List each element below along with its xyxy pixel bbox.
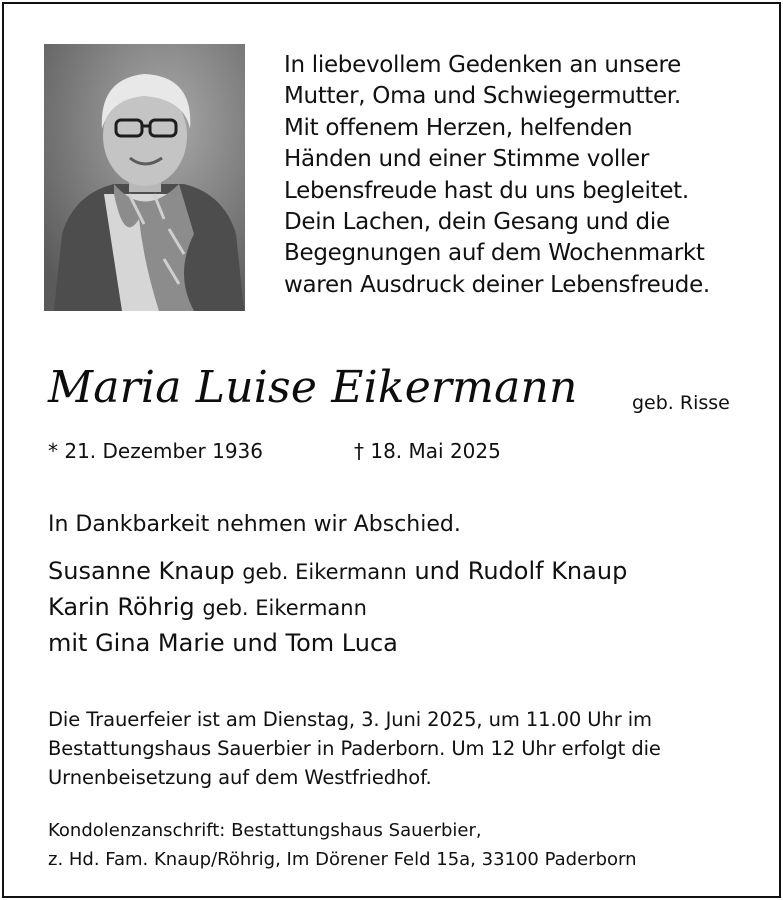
condolence-line: Kondolenzanschrift: Bestattungshaus Sauerbier, [48,820,482,841]
birth-date: * 21. Dezember 1936 [48,439,263,463]
death-date: † 18. Mai 2025 [354,439,501,463]
intro-line: Dein Lachen, dein Gesang und die [284,209,670,236]
intro-line: waren Ausdruck deiner Lebensfreude. [284,271,710,298]
intro-line: Händen und einer Stimme voller [284,146,650,173]
farewell-text: In Dankbarkeit nehmen wir Abschied. [48,512,461,537]
portrait-image [44,44,245,311]
intro-text [284,50,754,301]
intro-line: In liebevollem Gedenken an unsere [284,52,681,78]
service-line: Urnenbeisetzung auf dem Westfriedhof. [48,766,432,789]
condolence-address [48,816,637,874]
family-line [48,590,627,626]
intro-line: Lebensfreude hast du uns begleitet. [284,177,689,204]
family-list [48,554,627,661]
family-maiden-name: geb. Eikermann [242,560,407,584]
portrait-photo [44,44,245,311]
condolence-line: z. Hd. Fam. Knaup/Röhrig, Im Dörener Feld 15a, 33100 Paderborn [48,849,637,870]
deceased-name: Maria Luise Eikermann [48,362,578,413]
family-member-name: Karin Röhrig [48,593,195,621]
maiden-name: geb. Risse [632,392,730,414]
obituary-frame [2,2,781,898]
intro-line: Mutter, Oma und Schwiegermutter. [284,83,681,110]
intro-line: Mit offenem Herzen, helfenden [284,114,633,141]
service-info [48,705,661,792]
deceased-name-row [48,362,578,413]
service-line: Bestattungshaus Sauerbier in Paderborn. Um 12 Uhr erfolgt die [48,737,661,760]
family-maiden-name: geb. Eikermann [202,596,367,620]
family-line [48,554,627,590]
family-line: mit Gina Marie und Tom Luca [48,629,398,657]
family-member-name: Susanne Knaup [48,557,235,585]
service-line: Die Trauerfeier ist am Dienstag, 3. Juni 2025, um 11.00 Uhr im [48,708,652,731]
family-member-partner: und Rudolf Knaup [414,557,628,585]
intro-line: Begegnungen auf dem Wochenmarkt [284,240,705,267]
